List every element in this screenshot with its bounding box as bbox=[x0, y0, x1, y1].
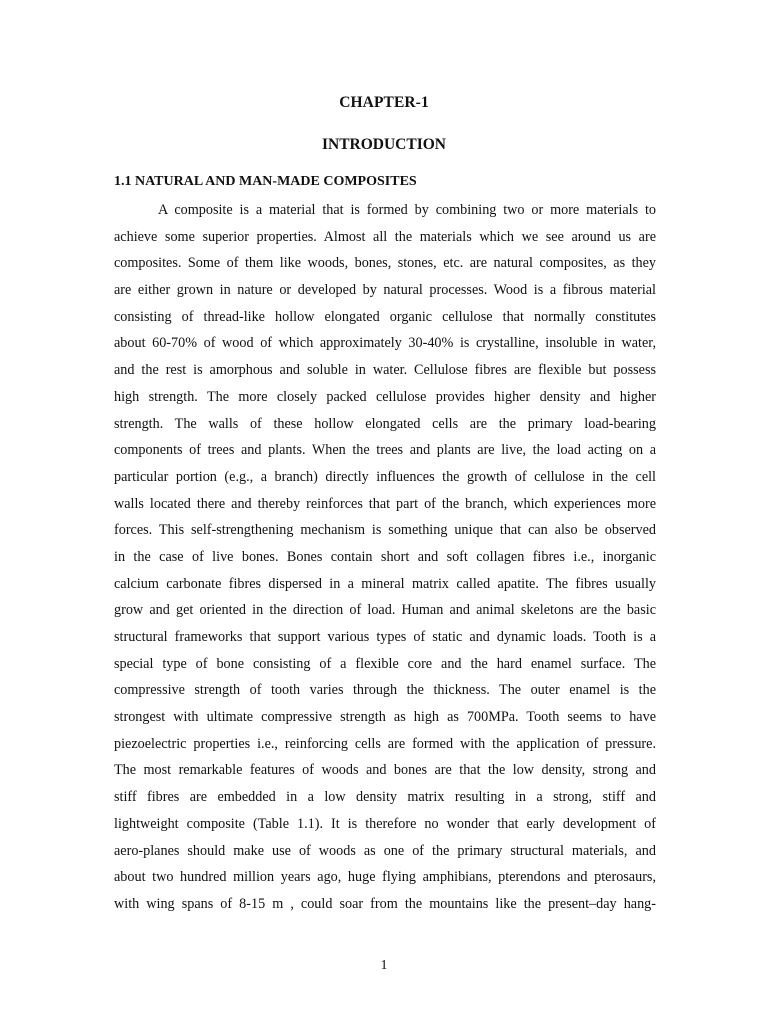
paragraph-line: with wing spans of 8-15 m , could soar from the mountains like the present–day hang- bbox=[114, 895, 656, 912]
paragraph-line: strongest with ultimate compressive strength as high as 700MPa. Tooth seems to have bbox=[114, 709, 656, 726]
paragraph-line: components of trees and plants. When the trees and plants are live, the load acting on a bbox=[114, 442, 656, 459]
paragraph-line: piezoelectric properties i.e., reinforcing cells are formed with the application of pressure. bbox=[114, 735, 656, 752]
body-paragraph bbox=[114, 197, 656, 918]
paragraph-line: and the rest is amorphous and soluble in water. Cellulose fibres are flexible but possess bbox=[114, 362, 656, 379]
chapter-label: CHAPTER-1 bbox=[339, 94, 429, 111]
paragraph-line: forces. This self-strengthening mechanism is something unique that can also be observed bbox=[114, 522, 656, 539]
paragraph-line: The most remarkable features of woods and bones are that the low density, strong and bbox=[114, 762, 656, 779]
paragraph-line: composites. Some of them like woods, bones, stones, etc. are natural composites, as they bbox=[114, 255, 656, 272]
paragraph-line: achieve some superior properties. Almost all the materials which we see around us are bbox=[114, 228, 656, 245]
chapter-title: INTRODUCTION bbox=[321, 136, 446, 153]
paragraph-line: aero-planes should make use of woods as one of the primary structural materials, and bbox=[114, 842, 656, 859]
paragraph-line: lightweight composite (Table 1.1). It is therefore no wonder that early development of bbox=[114, 815, 656, 832]
paragraph-line: calcium carbonate fibres dispersed in a mineral matrix called apatite. The fibres usually bbox=[114, 575, 656, 592]
paragraph-line: A composite is a material that is formed by combining two or more materials to bbox=[158, 202, 656, 218]
paragraph-line: high strength. The more closely packed cellulose provides higher density and higher bbox=[114, 388, 656, 405]
paragraph-line: special type of bone consisting of a flexible core and the hard enamel surface. The bbox=[114, 655, 656, 672]
paragraph-line: strength. The walls of these hollow elongated cells are the primary load-bearing bbox=[114, 415, 656, 432]
paragraph-line: in the case of live bones. Bones contain short and soft collagen fibres i.e., inorganic bbox=[114, 548, 656, 565]
section-heading: 1.1 NATURAL AND MAN-MADE COMPOSITES bbox=[114, 174, 417, 189]
paragraph-line: consisting of thread-like hollow elongated organic cellulose that normally constitutes bbox=[114, 308, 656, 325]
paragraph-line: about two hundred million years ago, huge flying amphibians, pterendons and pterosaurs, bbox=[114, 869, 656, 886]
paragraph-line: walls located there and thereby reinforces that part of the branch, which experiences more bbox=[114, 495, 656, 512]
paragraph-line: about 60-70% of wood of which approximately 30-40% is crystalline, insoluble in water, bbox=[114, 335, 656, 352]
paragraph-line: stiff fibres are embedded in a low density matrix resulting in a strong, stiff and bbox=[114, 789, 656, 806]
paragraph-line: particular portion (e.g., a branch) directly influences the growth of cellulose in the cell bbox=[114, 468, 656, 485]
paragraph-line: structural frameworks that support various types of static and dynamic loads. Tooth is a bbox=[114, 629, 656, 645]
page-number: 1 bbox=[380, 958, 388, 973]
paragraph-line: compressive strength of tooth varies through the thickness. The outer enamel is the bbox=[114, 682, 656, 699]
paragraph-line: are either grown in nature or developed by natural processes. Wood is a fibrous material bbox=[114, 282, 656, 299]
paragraph-line: grow and get oriented in the direction of load. Human and animal skeletons are the basic bbox=[114, 602, 656, 619]
